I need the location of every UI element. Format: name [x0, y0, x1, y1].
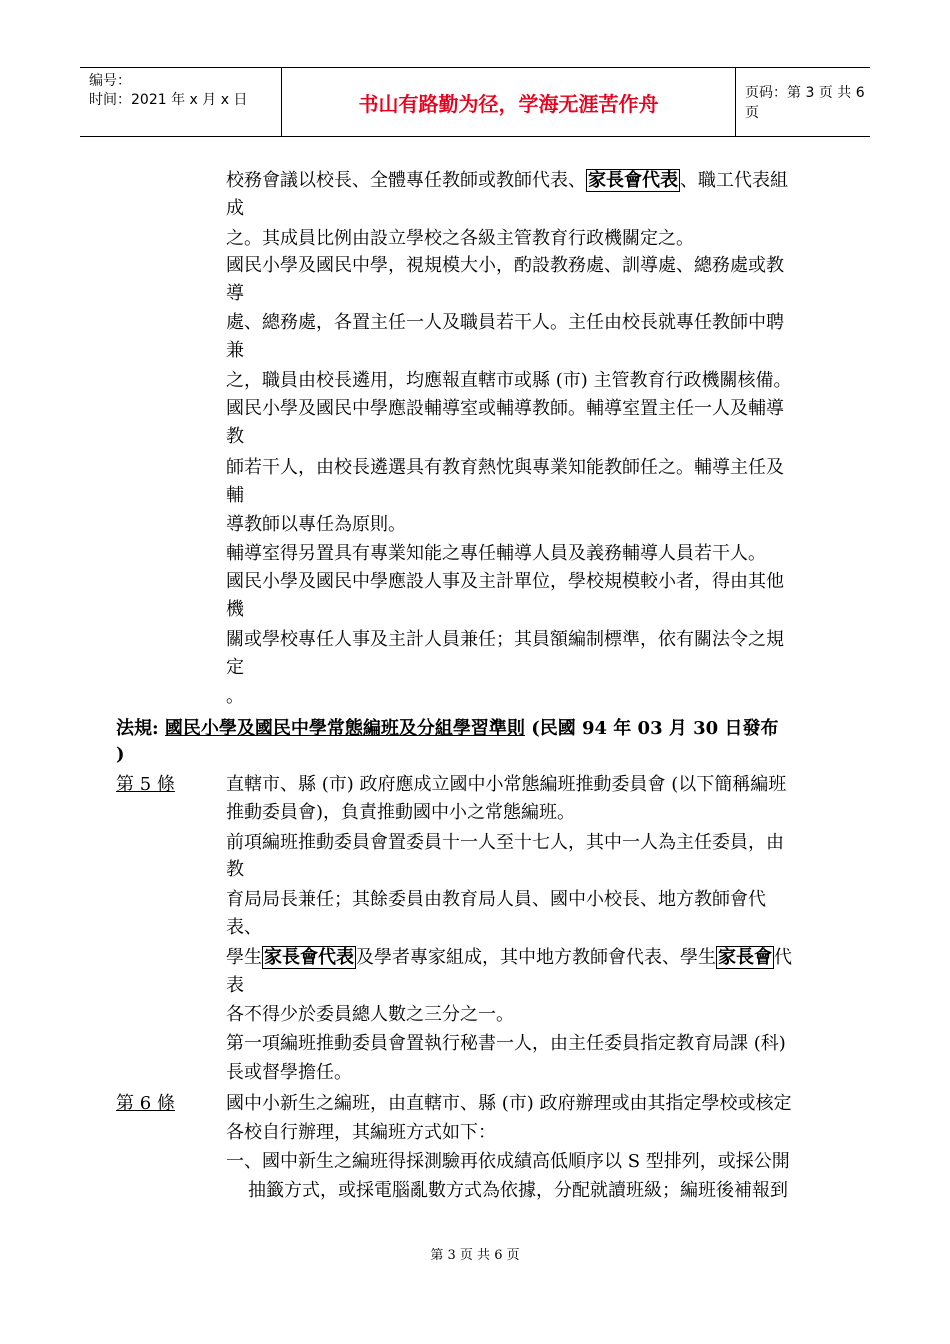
text-segment: 兼: [226, 340, 244, 361]
text-segment: 代: [774, 947, 792, 968]
text-line: [226, 196, 244, 222]
text-line: [226, 800, 575, 826]
text-line: [226, 455, 784, 481]
text-segment: 抽籤方式，或採電腦亂數方式為依據，分配就讀班級；編班後補報到: [248, 1180, 788, 1201]
text-segment: 。: [226, 686, 244, 707]
text-segment: 機: [226, 599, 244, 620]
text-segment: 一、國中新生之編班得採測驗再依成績高低順序以 S 型排列，或採公開: [226, 1151, 790, 1172]
text-line: [226, 569, 784, 595]
text-line: [226, 338, 244, 364]
text-segment: 導: [226, 283, 244, 304]
text-segment: 之。其成員比例由設立學校之各級主管教育行政機關定之。: [226, 228, 694, 249]
text-line: [226, 1091, 792, 1117]
header-motto: 书山有路勤为径，学海无涯苦作舟: [282, 68, 736, 136]
text-line: [226, 627, 784, 653]
text-segment: 第一項編班推動委員會置執行秘書一人，由主任委員指定教育局課 (科): [226, 1033, 786, 1054]
text-line: [226, 1060, 352, 1086]
text-line: [226, 310, 784, 336]
text-line: [226, 945, 792, 971]
text-segment: 教: [226, 426, 244, 447]
text-line: [226, 1002, 514, 1028]
highlighted-term: 家長會代表: [588, 170, 678, 191]
text-line: [226, 1120, 496, 1146]
text-segment: 學生: [226, 947, 262, 968]
page-footer: 第 3 页 共 6 页: [430, 1248, 520, 1263]
article-label[interactable]: 第 5 條: [116, 774, 175, 795]
text-line: [226, 684, 244, 710]
article-label[interactable]: 第 6 條: [116, 1093, 175, 1114]
text-line: [226, 483, 244, 509]
text-segment: 國中小新生之編班，由直轄市、縣 (市) 政府辦理或由其指定學校或核定: [226, 1093, 792, 1114]
law-heading: [116, 716, 778, 742]
text-line: [226, 368, 792, 394]
text-line: [226, 168, 788, 194]
text-line: [226, 597, 244, 623]
text-segment: 、職工代表組: [680, 170, 788, 191]
text-line: [226, 424, 244, 450]
text-line: [226, 887, 766, 913]
text-segment: 校務會議以校長、全體專任教師或教師代表、: [226, 170, 586, 191]
text-segment: 直轄市、縣 (市) 政府應成立國中小常態編班推動委員會 (以下簡稱編班: [226, 774, 787, 795]
text-line: [226, 281, 244, 307]
header-page-number: 页码：第 3 页 共 6 页: [745, 85, 865, 121]
law-date: (民國 94 年 03 月 30 日發布: [524, 718, 779, 739]
document-number-label: 编号：: [89, 73, 131, 89]
text-line: [226, 1149, 790, 1175]
header-meta: [80, 68, 282, 136]
law-heading-close: ): [116, 744, 125, 765]
text-line: [226, 655, 244, 681]
text-line: [226, 512, 406, 538]
text-segment: 輔: [226, 485, 244, 506]
text-line: [226, 772, 786, 798]
text-segment: 國民小學及國民中學應設人事及主計單位，學校規模較小者，得由其他: [226, 571, 784, 592]
text-segment: 國民小學及國民中學，視規模大小，酌設教務處、訓導處、總務處或教: [226, 255, 784, 276]
text-line: [226, 541, 766, 567]
text-segment: 定: [226, 657, 244, 678]
text-segment: 長或督學擔任。: [226, 1062, 352, 1083]
text-segment: 成: [226, 198, 244, 219]
text-segment: 各校自行辦理，其編班方式如下：: [226, 1122, 496, 1143]
text-segment: 各不得少於委員總人數之三分之一。: [226, 1004, 514, 1025]
text-segment: 輔導室得另置具有專業知能之專任輔導人員及義務輔導人員若干人。: [226, 543, 766, 564]
law-prefix: 法規:: [116, 718, 165, 739]
text-line: [226, 973, 244, 999]
text-segment: 表: [226, 975, 244, 996]
text-line: [226, 857, 244, 883]
text-segment: 處、總務處，各置主任一人及職員若干人。主任由校長就專任教師中聘: [226, 312, 784, 333]
document-date-label: 时间：2021 年 x 月 x 日: [89, 92, 248, 108]
highlighted-term: 家長會: [718, 947, 772, 968]
page-header: [80, 67, 870, 137]
text-line: [226, 915, 262, 941]
text-segment: 表、: [226, 917, 262, 938]
text-segment: 前項編班推動委員會置委員十一人至十七人，其中一人為主任委員，由: [226, 832, 784, 853]
text-segment: 教: [226, 859, 244, 880]
text-segment: 育局局長兼任；其餘委員由教育局人員、國中小校長、地方教師會代: [226, 889, 766, 910]
text-segment: 及學者專家組成，其中地方教師會代表、學生: [356, 947, 716, 968]
text-segment: 之，職員由校長遴用，均應報直轄市或縣 (市) 主管教育行政機關核備。: [226, 370, 792, 391]
text-segment: 關或學校專任人事及主計人員兼任；其員額編制標準，依有關法令之規: [226, 629, 784, 650]
text-segment: 國民小學及國民中學應設輔導室或輔導教師。輔導室置主任一人及輔導: [226, 398, 784, 419]
text-line: [226, 830, 784, 856]
text-line: [226, 396, 784, 422]
text-line: [226, 1031, 786, 1057]
text-line: [248, 1178, 788, 1204]
highlighted-term: 家長會代表: [264, 947, 354, 968]
text-segment: 師若干人，由校長遴選具有教育熱忱與專業知能教師任之。輔導主任及: [226, 457, 784, 478]
text-line: [226, 253, 784, 279]
text-segment: 導教師以專任為原則。: [226, 514, 406, 535]
text-segment: 推動委員會)，負責推動國中小之常態編班。: [226, 802, 576, 823]
law-title-link[interactable]: 國民小學及國民中學常態編班及分組學習準則: [164, 718, 525, 739]
text-line: [226, 226, 694, 252]
